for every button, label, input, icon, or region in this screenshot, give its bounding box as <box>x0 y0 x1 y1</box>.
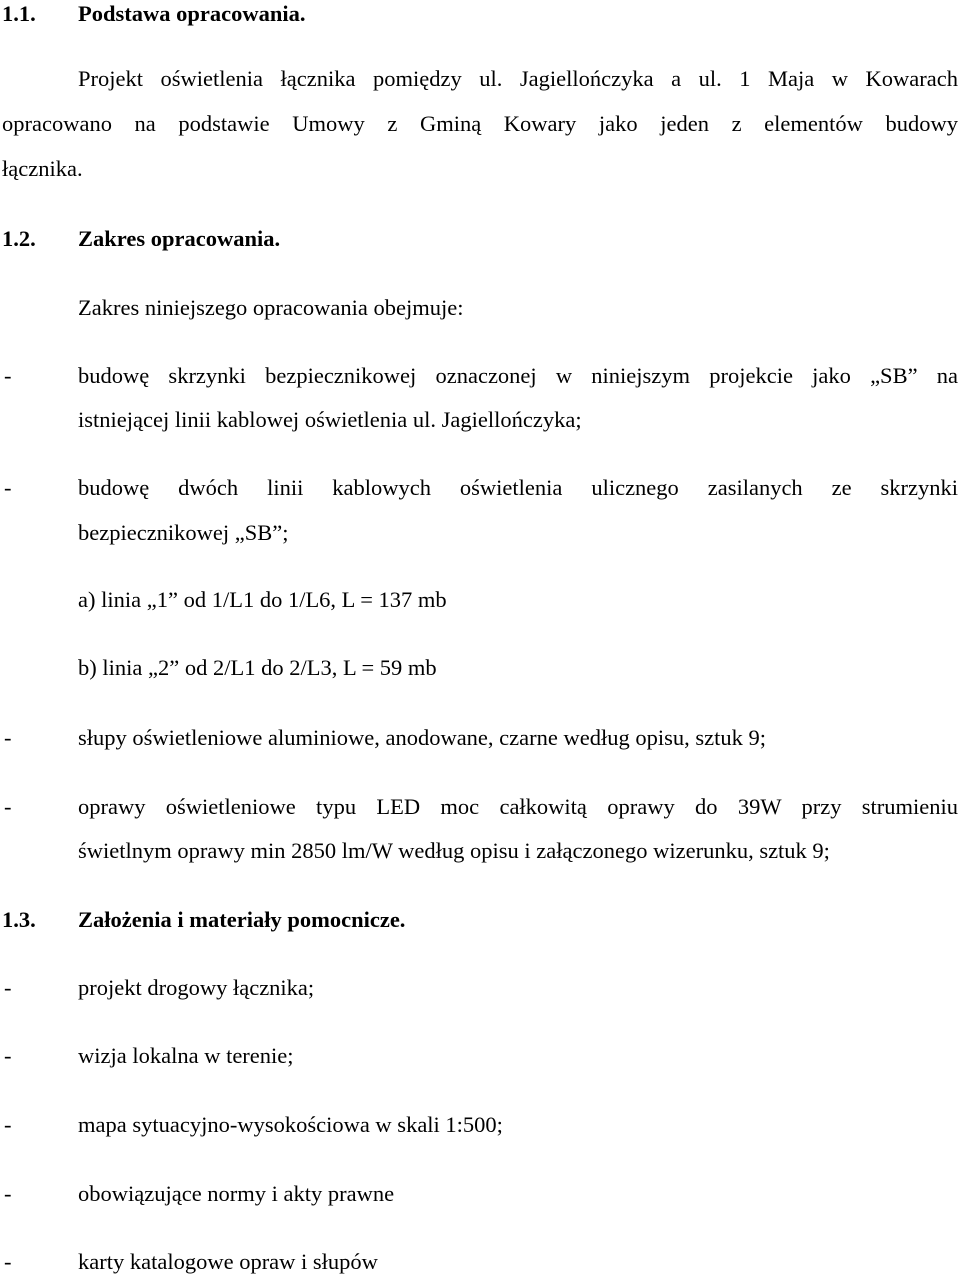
section-1-2-intro: Zakres niniejszego opracowania obejmuje: <box>78 295 464 320</box>
list-dash: - <box>4 975 12 1000</box>
materials-item-2: wizja lokalna w terenie; <box>78 1043 294 1068</box>
list-item-4-line-1: oprawy oświetleniowe typu LED moc całkowitą oprawy do 39W przy strumieniu <box>78 794 958 819</box>
list-item-1-line-2: istniejącej linii kablowej oświetlenia ul. Jagiellończyka; <box>78 407 582 432</box>
section-title-1-3: Założenia i materiały pomocnicze. <box>78 907 406 932</box>
sub-item-b: b) linia „2” od 2/L1 do 2/L3, L = 59 mb <box>78 655 437 680</box>
materials-item-5: karty katalogowe opraw i słupów <box>78 1249 378 1274</box>
list-dash: - <box>4 363 12 388</box>
list-item-4-line-2: świetlnym oprawy min 2850 lm/W według opisu i załączonego wizerunku, sztuk 9; <box>78 838 830 863</box>
list-item-2-line-1: budowę dwóch linii kablowych oświetlenia ulicznego zasilanych ze skrzynki <box>78 475 958 500</box>
list-item-1-line-1: budowę skrzynki bezpiecznikowej oznaczonej w niniejszym projekcie jako „SB” na <box>78 363 958 388</box>
sub-item-a: a) linia „1” od 1/L1 do 1/L6, L = 137 mb <box>78 587 447 612</box>
list-dash: - <box>4 725 12 750</box>
section-number-1-2: 1.2. <box>2 226 36 251</box>
materials-item-4: obowiązujące normy i akty prawne <box>78 1181 395 1206</box>
list-dash: - <box>4 1249 12 1274</box>
list-dash: - <box>4 794 12 819</box>
materials-item-3: mapa sytuacyjno-wysokościowa w skali 1:500; <box>78 1112 503 1137</box>
list-dash: - <box>4 1043 12 1068</box>
paragraph-1-1-line-3: łącznika. <box>2 156 83 181</box>
list-dash: - <box>4 1181 12 1206</box>
list-item-2-line-2: bezpiecznikowej „SB”; <box>78 520 289 545</box>
section-title-1-1: Podstawa opracowania. <box>78 1 306 26</box>
section-number-1-1: 1.1. <box>2 1 36 26</box>
materials-item-1: projekt drogowy łącznika; <box>78 975 315 1000</box>
list-dash: - <box>4 475 12 500</box>
list-dash: - <box>4 1112 12 1137</box>
list-item-3-line-1: słupy oświetleniowe aluminiowe, anodowane, czarne według opisu, sztuk 9; <box>78 725 766 750</box>
section-number-1-3: 1.3. <box>2 907 36 932</box>
section-title-1-2: Zakres opracowania. <box>78 226 281 251</box>
paragraph-1-1-line-1: Projekt oświetlenia łącznika pomiędzy ul. Jagiellończyka a ul. 1 Maja w Kowarach <box>78 66 958 91</box>
paragraph-1-1-line-2: opracowano na podstawie Umowy z Gminą Kowary jako jeden z elementów budowy <box>2 111 958 136</box>
